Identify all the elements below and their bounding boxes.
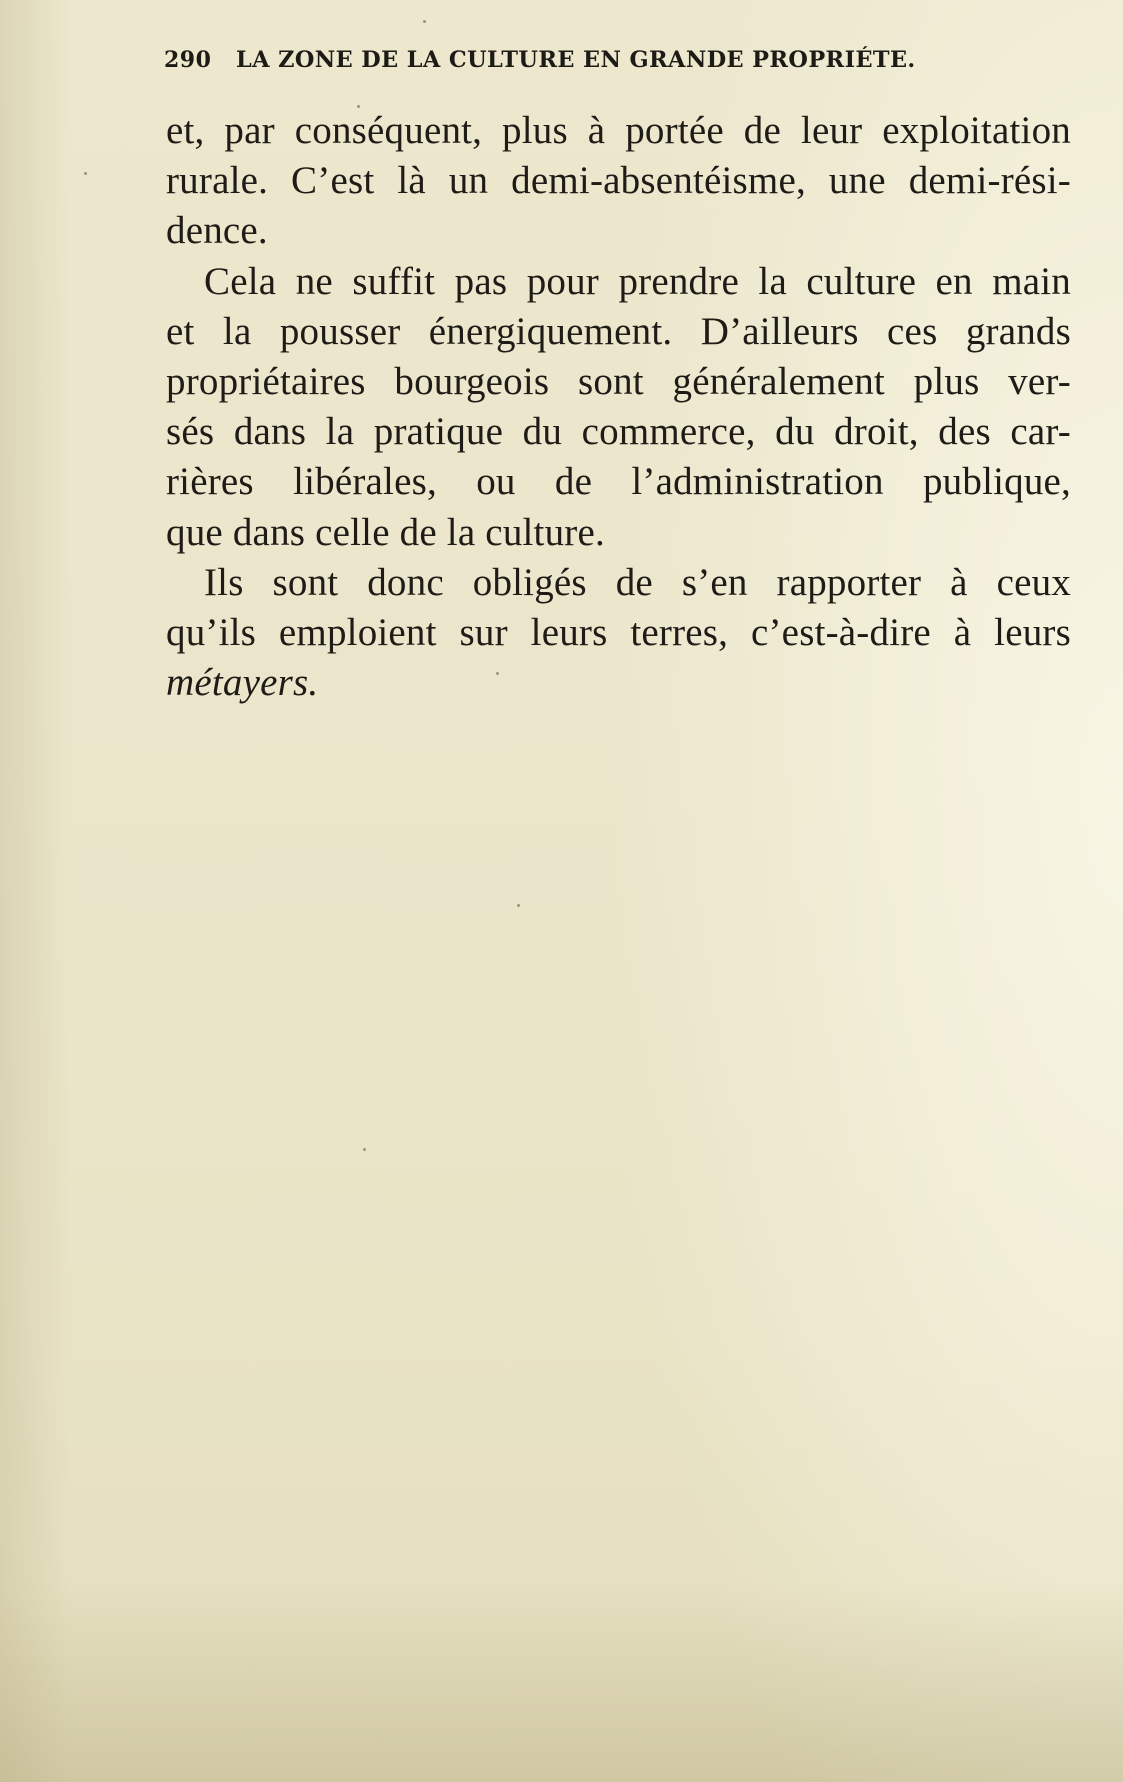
- text-line: Cela ne suffit pas pour prendre la culture en main: [204, 259, 1071, 303]
- paper-speck: [423, 20, 426, 23]
- paper-speck: [496, 672, 499, 675]
- text-line: dence.: [166, 209, 268, 253]
- paper-speck: [84, 172, 87, 175]
- text-line: propriétaires bourgeois sont généralement plus ver-: [166, 359, 1071, 403]
- text-line: et, par conséquent, plus à portée de leur exploitation: [166, 109, 1071, 152]
- text-line: Ils sont donc obligés de s’en rapporter à ceux: [204, 560, 1071, 604]
- body-text: [166, 106, 1071, 708]
- text-line: et la pousser énergiquement. D’ailleurs ces grands: [166, 309, 1071, 353]
- text-line: rières libérales, ou de l’administration publique,: [166, 460, 1071, 504]
- text-line: métayers.: [166, 661, 319, 705]
- text-line: qu’ils emploient sur leurs terres, c’est-à-dire à leurs: [166, 610, 1071, 654]
- text-line: que dans celle de la culture.: [166, 510, 605, 554]
- paper-speck: [517, 904, 520, 907]
- text-line: rurale. C’est là un demi-absentéisme, une demi-rési-: [166, 159, 1071, 203]
- running-title: LA ZONE DE LA CULTURE EN GRANDE PROPRIÉTE.: [236, 47, 916, 73]
- running-head: [164, 40, 1040, 80]
- page-number: 290: [164, 47, 212, 73]
- text-line: sés dans la pratique du commerce, du droit, des car-: [166, 410, 1071, 454]
- paper-speck: [363, 1148, 366, 1151]
- paper-speck: [357, 105, 360, 108]
